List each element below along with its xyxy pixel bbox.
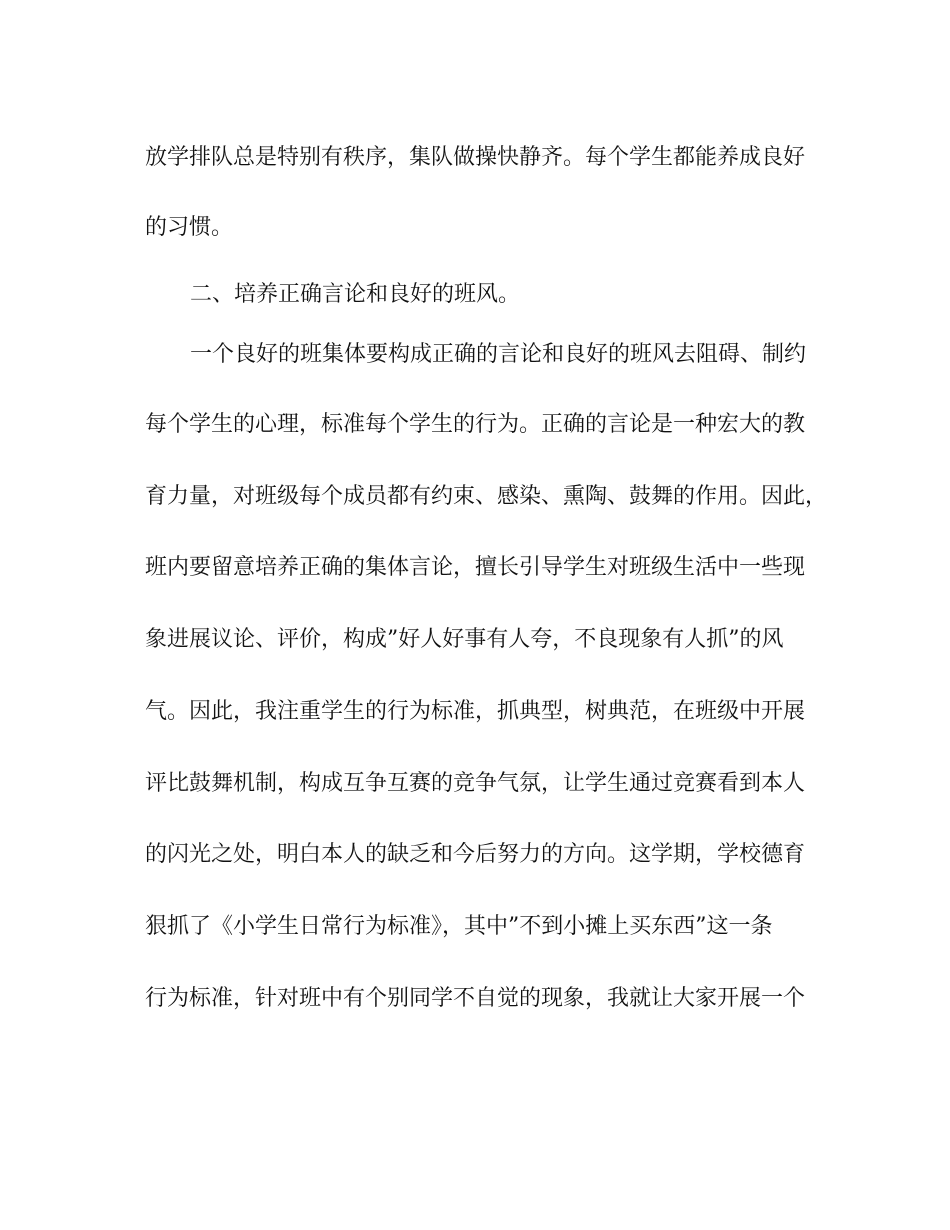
text-line-8: 象进展议论、评价，构成”好人好事有人夸，不良现象有人抓”的风 [145,627,784,652]
text-line-11: 的闪光之处，明白本人的缺乏和今后努力的方向。这学期，学校德育 [145,842,806,867]
text-line-2: 的习惯。 [145,215,234,240]
text-line-9: 气。因此，我注重学生的行为标准，抓典型，树典范，在班级中开展 [145,699,806,724]
section-heading: 二、培养正确言论和良好的班风。 [190,282,521,307]
text-line-12: 狠抓了《小学生日常行为标准》，其中”不到小摊上买东西”这一条 [145,914,773,939]
text-line-5: 每个学生的心理，标准每个学生的行为。正确的言论是一种宏大的教 [145,412,806,437]
text-line-7: 班内要留意培养正确的集体言论，擅长引导学生对班级生活中一些现 [145,555,806,580]
text-line-6: 育力量，对班级每个成员都有约束、感染、熏陶、鼓舞的作用。因此， [145,484,828,509]
text-line-10: 评比鼓舞机制，构成互争互赛的竞争气氛，让学生通过竞赛看到本人 [145,771,806,796]
text-line-13: 行为标准，针对班中有个别同学不自觉的现象，我就让大家开展一个 [145,986,806,1011]
text-line-1: 放学排队总是特别有秩序，集队做操快静齐。每个学生都能养成良好 [145,145,806,170]
text-line-4: 一个良好的班集体要构成正确的言论和良好的班风去阻碍、制约 [190,342,807,367]
